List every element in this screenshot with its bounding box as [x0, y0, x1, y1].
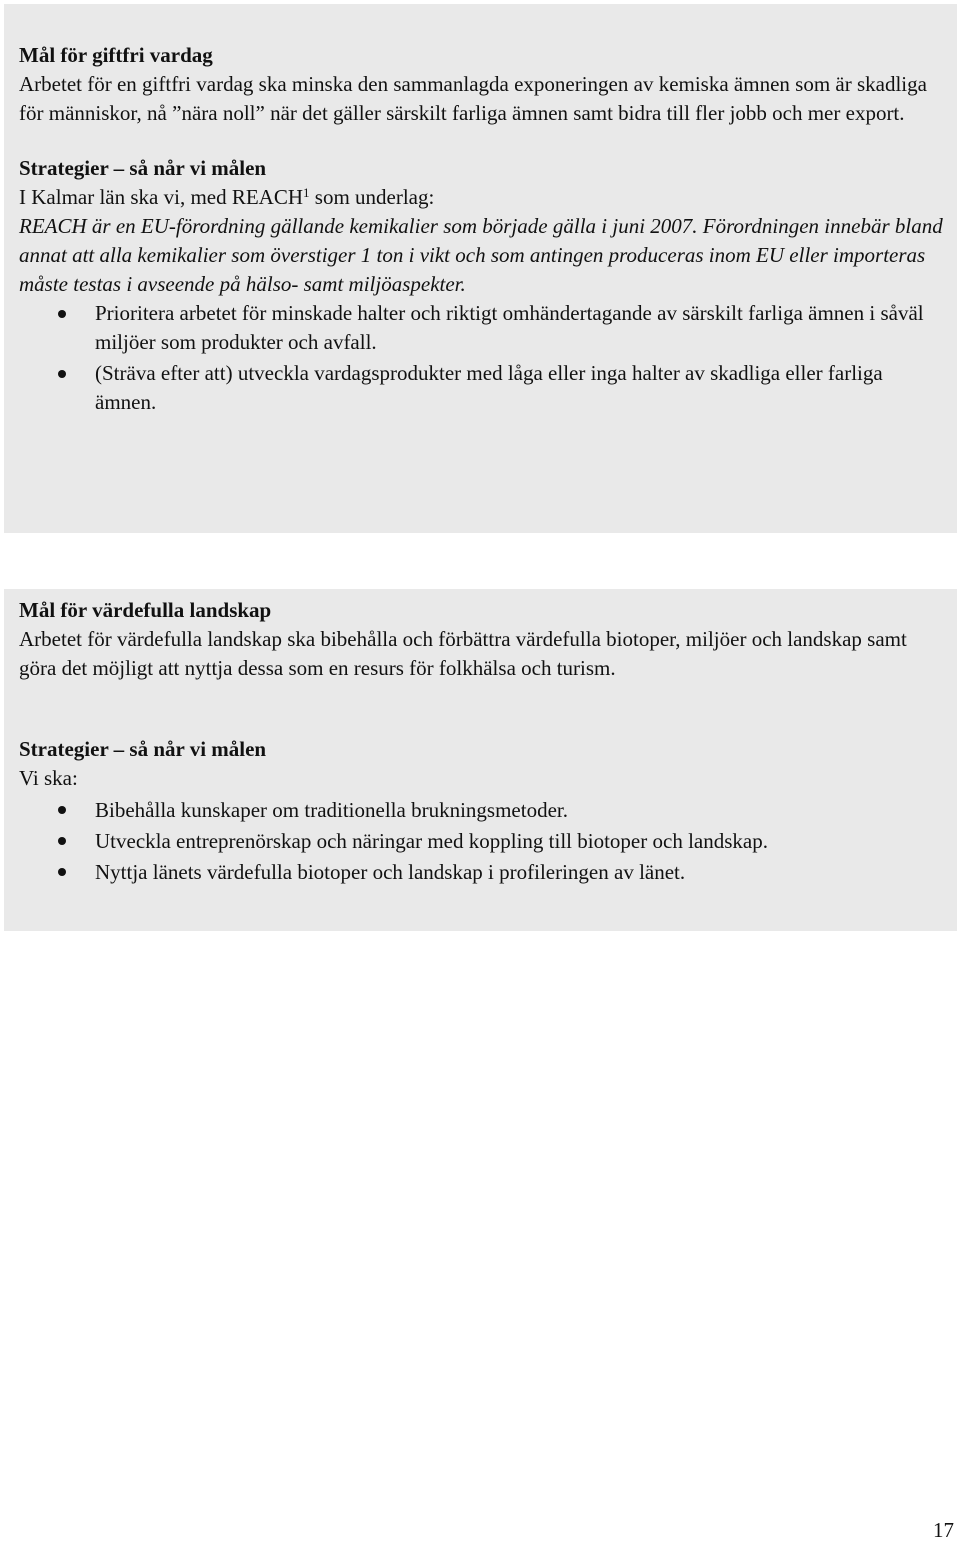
list-item-text: (Sträva efter att) utveckla vardagsprodukter med låga eller inga halter av skadliga eller farliga ämnen. — [95, 361, 883, 414]
strategy-list — [19, 299, 947, 417]
list-item — [19, 795, 947, 825]
bullet-icon — [58, 837, 66, 845]
strategy-list — [19, 795, 947, 887]
list-item — [19, 857, 947, 887]
strategies-title: Strategier – så når vi målen — [19, 156, 267, 180]
strategies-intro — [19, 183, 947, 212]
section-intro: Arbetet för värdefulla landskap ska bibehålla och förbättra värdefulla biotoper, miljöer och landskap samt göra det möjligt att nyttja dessa som en resurs för folkhälsa och turism. — [19, 627, 907, 680]
section-giftfri-vardag — [4, 4, 957, 533]
page-number: 17 — [933, 1518, 954, 1542]
list-item-text: Prioritera arbetet för minskade halter och riktigt omhändertagande av särskilt farliga ämnen i såväl miljöer som produkter och avfall. — [95, 301, 924, 354]
bullet-icon — [58, 806, 66, 814]
footnote-reference[interactable]: 1 — [303, 184, 310, 200]
reach-note: REACH är en EU-förordning gällande kemikalier som började gälla i juni 2007. Förordningen innebär bland annat att alla kemikalier som överstiger 1 ton i vikt och som antingen produceras inom EU eller importeras måste testas i avseende på hälso- samt miljöaspekter. — [19, 214, 943, 296]
list-item — [19, 826, 947, 856]
list-item — [19, 299, 947, 357]
section-title: Mål för giftfri vardag — [19, 43, 213, 67]
strategies-intro-text: I Kalmar län ska vi, med REACH — [19, 185, 304, 209]
list-item-text: Utveckla entreprenörskap och näringar med koppling till biotoper och landskap. — [95, 829, 768, 853]
section-intro: Arbetet för en giftfri vardag ska minska den sammanlagda exponeringen av kemiska ämnen som är skadliga för människor, nå ”nära noll” när det gäller särskilt farliga ämnen samt bidra till fler jobb och mer export. — [19, 72, 927, 125]
list-item-text: Nyttja länets värdefulla biotoper och landskap i profileringen av länet. — [95, 860, 686, 884]
strategies-intro-text-end: som underlag: — [309, 185, 435, 209]
list-item — [19, 359, 947, 417]
strategies-title: Strategier – så når vi målen — [19, 737, 267, 761]
section-title: Mål för värdefulla landskap — [19, 598, 272, 622]
bullet-icon — [58, 868, 66, 876]
section-vardefulla-landskap — [4, 589, 957, 931]
bullet-icon — [58, 310, 66, 318]
strategies-intro: Vi ska: — [19, 766, 78, 790]
list-item-text: Bibehålla kunskaper om traditionella brukningsmetoder. — [95, 798, 568, 822]
bullet-icon — [58, 370, 66, 378]
